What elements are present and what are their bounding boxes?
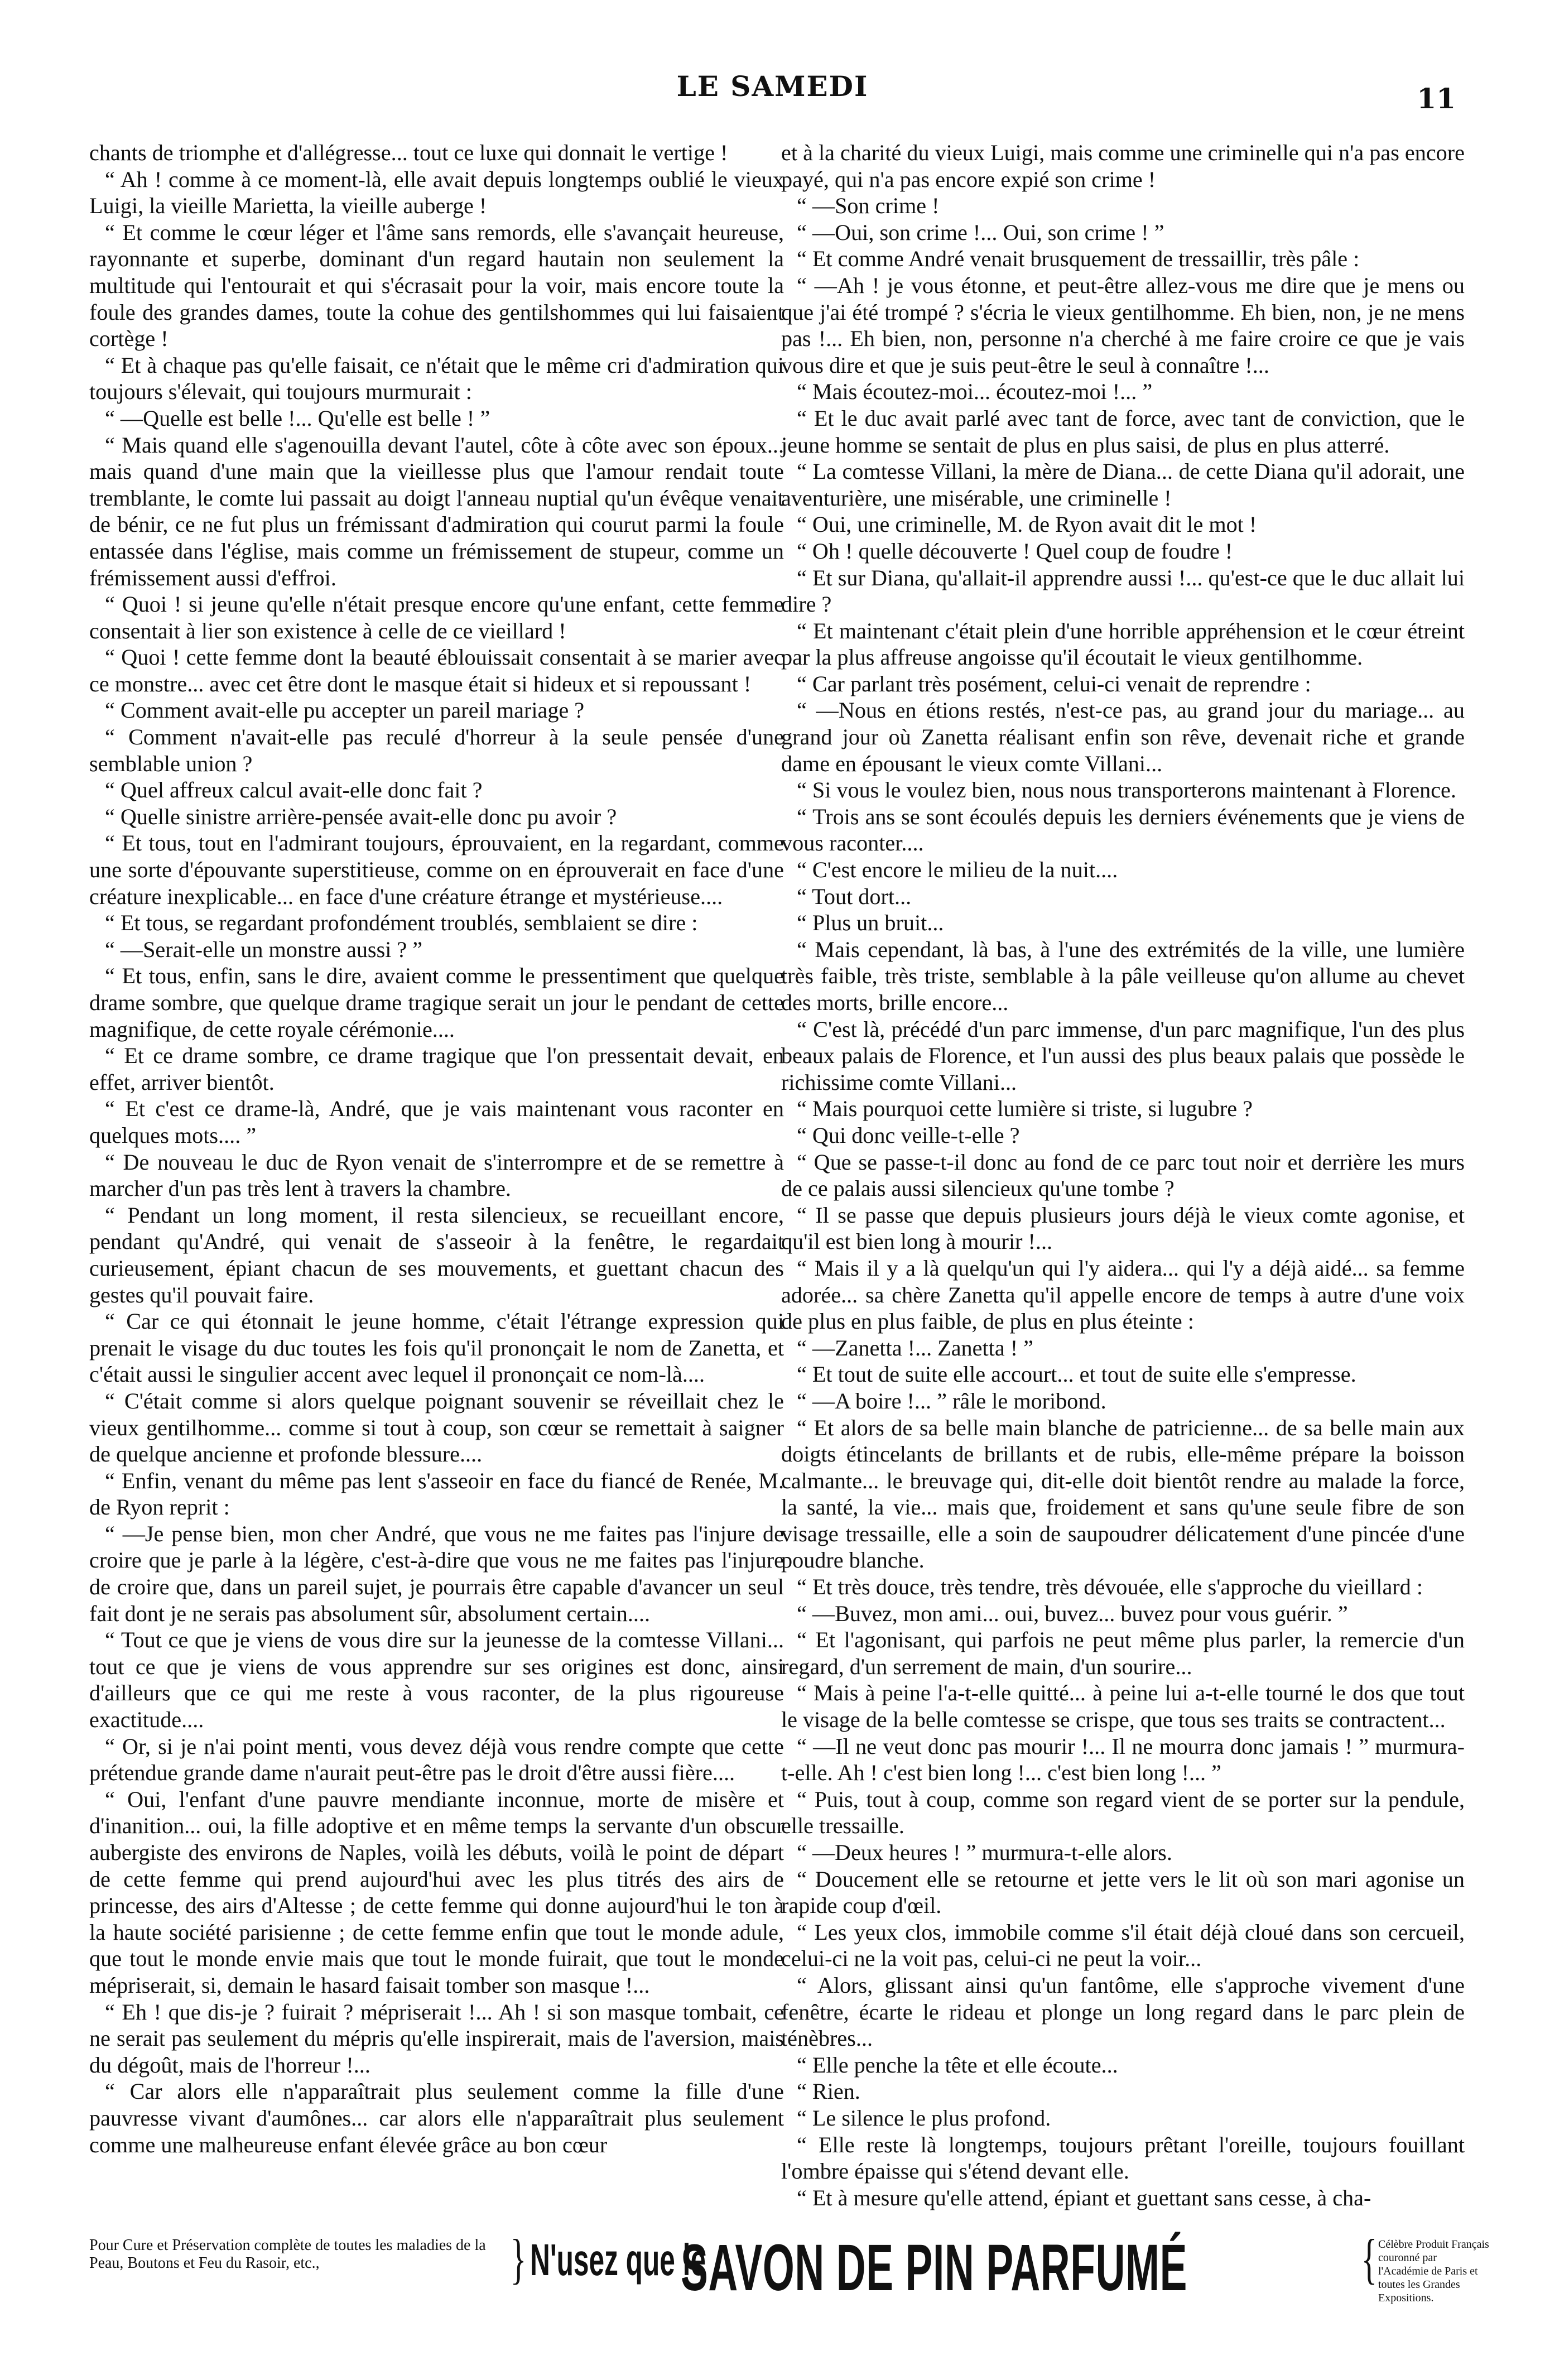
paragraph: “ Alors, glissant ainsi qu'un fantôme, elle s'approche vivement d'une fenêtre, écarte le rideau et plonge un long regard dans le parc plein de ténèbres... xyxy=(781,1972,1465,2051)
paragraph: “ Tout dort... xyxy=(797,883,912,909)
paragraph: “ La comtesse Villani, la mère de Diana... de cette Diana qu'il adorait, une aventurière, une misérable, une criminelle ! xyxy=(781,459,1465,511)
paragraph: “ —Ah ! je vous étonne, et peut-être allez-vous me dire que je mens ou que j'ai été trompé ? s'écria le vieux gentilhomme. Eh bien, non, je ne mens pas !... Eh bien, non, personne n'a cherché à me faire croire ce que je vais vous dire et que je suis peut-être le seul à connaître !... xyxy=(781,272,1465,378)
paragraph: “ —Deux heures ! ” murmura-t-elle alors. xyxy=(797,1840,1172,1865)
paragraph: “ Car ce qui étonnait le jeune homme, c'était l'étrange expression qui prenait le visage du duc toutes les fois qu'il prononçait le nom de Zanetta, et c'était aussi le singulier accent avec lequel il prononçait ce nom-là.... xyxy=(89,1309,784,1387)
paragraph: “ Mais à peine l'a-t-elle quitté... à peine lui a-t-elle tourné le dos que tout le visage de la belle comtesse se crispe, que tous ses traits se contractent... xyxy=(781,1680,1465,1733)
paragraph: “ —Il ne veut donc pas mourir !... Il ne mourra donc jamais ! ” murmura-t-elle. Ah ! c'est bien long !... c'est bien long !... ” xyxy=(781,1733,1465,1786)
paragraph: “ Or, si je n'ai point menti, vous devez déjà vous rendre compte que cette prétendue grande dame n'aurait peut-être pas le droit d'être aussi fière.... xyxy=(89,1733,784,1786)
paragraph: et à la charité du vieux Luigi, mais comme une criminelle qui n'a pas encore payé, qui n'a pas encore expié son crime ! xyxy=(781,140,1465,192)
ad-right-text: Célèbre Produit Français couronné par l'Académie de Paris et toutes les Grandes Expositions. xyxy=(1378,2238,1489,2304)
paragraph: “ Et à chaque pas qu'elle faisait, ce n'était que le même cri d'admiration qui toujours s'élevait, qui toujours murmurait : xyxy=(89,352,784,405)
paragraph: “ Mais cependant, là bas, à l'une des extrémités de la ville, une lumière très faible, très triste, semblable à la pâle veilleuse qu'on allume au chevet des morts, brille encore... xyxy=(781,936,1465,1015)
paragraph: “ Quoi ! cette femme dont la beauté éblouissait consentait à se marier avec ce monstre... avec cet être dont le masque était si hideux et si repoussant ! xyxy=(89,645,784,696)
ad-brand-name: SAVON DE PIN PARFUMÉ xyxy=(681,2231,1188,2305)
paragraph: “ Enfin, venant du même pas lent s'asseoir en face du fiancé de Renée, M. de Ryon reprit : xyxy=(89,1468,784,1520)
paragraph: “ Et sur Diana, qu'allait-il apprendre aussi !... qu'est-ce que le duc allait lui dire ? xyxy=(781,565,1465,617)
left-text-column xyxy=(89,140,784,2157)
paragraph: “ Et le duc avait parlé avec tant de force, avec tant de conviction, que le jeune homme se sentait de plus en plus saisi, de plus en plus atterré. xyxy=(781,405,1465,458)
paragraph: “ Eh ! que dis-je ? fuirait ? mépriserait !... Ah ! si son masque tombait, ce ne serait pas seulement du mépris qu'elle inspirerait, mais de l'aversion, mais du dégoût, mais de l'horreur !... xyxy=(89,1999,784,2078)
paragraph: “ Car alors elle n'apparaîtrait plus seulement comme la fille d'une pauvresse vivant d'aumônes... car alors elle n'apparaîtrait plus seulement comme une malheureuse enfant élevée grâce au bon cœur xyxy=(89,2079,784,2157)
paragraph: “ De nouveau le duc de Ryon venait de s'interrompre et de se remettre à marcher d'un pas très lent à travers la chambre. xyxy=(89,1149,784,1201)
paragraph: “ Et comme André venait brusquement de tressaillir, très pâle : xyxy=(797,246,1360,272)
paragraph: “ Tout ce que je viens de vous dire sur la jeunesse de la comtesse Villani... tout ce que je viens de vous apprendre sur ses origines est donc, ainsi d'ailleurs que ce qui me reste à vous raconter, de la plus rigoureuse exactitude.... xyxy=(89,1627,784,1733)
paragraph: “ Si vous le voulez bien, nous nous transporterons maintenant à Florence. xyxy=(797,777,1456,803)
paragraph: “ —Buvez, mon ami... oui, buvez... buvez pour vous guérir. ” xyxy=(797,1600,1348,1626)
paragraph: “ Oh ! quelle découverte ! Quel coup de foudre ! xyxy=(797,538,1233,564)
paragraph: “ Car parlant très posément, celui-ci venait de reprendre : xyxy=(797,671,1311,696)
paragraph: “ —Quelle est belle !... Qu'elle est belle ! ” xyxy=(105,405,490,431)
paragraph: “ Comment avait-elle pu accepter un pareil mariage ? xyxy=(105,698,585,723)
paragraph: “ Et tous, enfin, sans le dire, avaient comme le pressentiment que quelque drame sombre, que quelque drame tragique serait un jour le pendant de cette magnifique, de cette royale cérémonie.... xyxy=(89,963,784,1042)
paragraph: “ —Son crime ! xyxy=(797,193,940,219)
paragraph: “ Quelle sinistre arrière-pensée avait-elle donc pu avoir ? xyxy=(105,804,617,829)
paragraph: “ Qui donc veille-t-elle ? xyxy=(797,1122,1020,1148)
paragraph: “ —Serait-elle un monstre aussi ? ” xyxy=(105,936,423,962)
page-number: 11 xyxy=(1417,82,1456,115)
ad-prefix: N'usez que le xyxy=(530,2235,706,2285)
ad-headline xyxy=(530,2231,1350,2305)
paragraph: “ C'était comme si alors quelque poignant souvenir se réveillait chez le vieux gentilhomme... comme si tout à coup, son cœur se remettait à saigner de quelque ancienne et profonde blessure.... xyxy=(89,1388,784,1467)
paragraph: “ Mais pourquoi cette lumière si triste, si lugubre ? xyxy=(797,1096,1253,1122)
paragraph: “ Il se passe que depuis plusieurs jours déjà le vieux comte agonise, et qu'il est bien long à mourir !... xyxy=(781,1202,1465,1254)
paragraph: “ Pendant un long moment, il resta silencieux, se recueillant encore, pendant qu'André, qui venait de s'asseoir à la fenêtre, le regardait curieusement, épiant chacun de ses mouvements, et guettant chacun des gestes qu'il pouvait faire. xyxy=(89,1202,784,1307)
paragraph: “ Rien. xyxy=(797,2079,860,2104)
paragraph: “ Et comme le cœur léger et l'âme sans remords, elle s'avançait heureuse, rayonnante et superbe, dominant d'un regard hautain non seulement la multitude qui l'entourait et qui s'écrasait pour la voir, mais encore toute la foule des grandes dames, toute la cohue des gentilshommes qui lui faisaient cortège ! xyxy=(89,219,784,352)
paragraph: “ Et très douce, très tendre, très dévouée, elle s'approche du vieillard : xyxy=(797,1574,1423,1600)
paragraph: “ Oui, une criminelle, M. de Ryon avait dit le mot ! xyxy=(797,512,1257,537)
paragraph: “ Et maintenant c'était plein d'une horrible appréhension et le cœur étreint par la plus affreuse angoisse qu'il écoutait le vieux gentilhomme. xyxy=(781,618,1465,670)
paragraph: “ Elle penche la tête et elle écoute... xyxy=(797,2052,1118,2078)
paragraph: “ Quoi ! si jeune qu'elle n'était presque encore qu'une enfant, cette femme consentait à lier son existence à celle de ce vieillard ! xyxy=(89,592,784,643)
paragraph: “ Et tout de suite elle accourt... et tout de suite elle s'empresse. xyxy=(797,1362,1356,1387)
paragraph: “ Mais quand elle s'agenouilla devant l'autel, côte à côte avec son époux... mais quand d'une main que la vieillesse plus que l'amour rendait toute tremblante, le comte lui passait au doigt l'anneau nuptial qu'un évêque venait de bénir, ce ne fut plus un frémissant d'admiration qui courut parmi la foule entassée dans l'église, mais comme un frémissement de stupeur, comme un frémissement aussi d'effroi. xyxy=(89,432,784,590)
page-header xyxy=(84,59,1461,120)
soap-advertisement xyxy=(89,2227,1489,2316)
paragraph: “ C'est encore le milieu de la nuit.... xyxy=(797,857,1118,883)
paragraph: “ Elle reste là longtemps, toujours prêtant l'oreille, toujours fouillant l'ombre épaisse qui s'étend devant elle. xyxy=(781,2132,1465,2184)
paragraph: “ Et ce drame sombre, ce drame tragique que l'on pressentait devait, en effet, arriver bientôt. xyxy=(89,1043,784,1095)
paragraph: “ Et c'est ce drame-là, André, que je vais maintenant vous raconter en quelques mots.... ” xyxy=(89,1096,784,1148)
paragraph: chants de triomphe et d'allégresse... tout ce luxe qui donnait le vertige ! xyxy=(89,140,728,165)
paragraph: “ Ah ! comme à ce moment-là, elle avait depuis longtemps oublié le vieux Luigi, la vieille Marietta, la vieille auberge ! xyxy=(89,166,784,219)
paragraph: “ Et l'agonisant, qui parfois ne peut même plus parler, la remercie d'un regard, d'un serrement de main, d'un sourire... xyxy=(781,1627,1465,1679)
paragraph: “ Comment n'avait-elle pas reculé d'horreur à la seule pensée d'une semblable union ? xyxy=(89,724,784,776)
ad-brace-left: } xyxy=(510,2228,527,2290)
ad-brace-right: { xyxy=(1361,2228,1378,2290)
paragraph: “ Quel affreux calcul avait-elle donc fait ? xyxy=(105,777,483,803)
right-text-column xyxy=(781,140,1465,2210)
paragraph: “ —Nous en étions restés, n'est-ce pas, au grand jour du mariage... au grand jour où Zanetta réalisant enfin son rêve, devenait riche et grande dame en épousant le vieux comte Villani... xyxy=(781,698,1465,776)
paragraph: “ Et à mesure qu'elle attend, épiant et guettant sans cesse, à cha- xyxy=(797,2185,1371,2210)
paragraph: “ Trois ans se sont écoulés depuis les derniers événements que je viens de vous raconter.... xyxy=(781,804,1465,856)
ad-left-text: Pour Cure et Préservation complète de toutes les maladies de la Peau, Boutons et Feu du Rasoir, etc., xyxy=(89,2237,486,2272)
paragraph: “ Et tous, tout en l'admirant toujours, éprouvaient, en la regardant, comme une sorte d'épouvante superstitieuse, comme on en éprouverait en face d'une créature inexplicable... en face d'une créature étrange et mystérieuse.... xyxy=(89,830,784,909)
paragraph: “ Et tous, se regardant profondément troublés, semblaient se dire : xyxy=(105,910,698,936)
paragraph: “ Plus un bruit... xyxy=(797,910,944,936)
paragraph: “ Puis, tout à coup, comme son regard vient de se porter sur la pendule, elle tressaille. xyxy=(781,1786,1465,1839)
paragraph: “ Les yeux clos, immobile comme s'il était déjà cloué dans son cercueil, celui-ci ne la voit pas, celui-ci ne peut la voir... xyxy=(781,1919,1465,1972)
paragraph: “ Mais il y a là quelqu'un qui l'y aidera... qui l'y a déjà aidé... sa femme adorée... sa chère Zanetta qu'il appelle encore de temps à autre d'une voix de plus en plus faible, de plus en plus éteinte : xyxy=(781,1255,1465,1334)
paragraph: “ Que se passe-t-il donc au fond de ce parc tout noir et derrière les murs de ce palais aussi silencieux qu'une tombe ? xyxy=(781,1149,1465,1201)
paragraph: “ C'est là, précédé d'un parc immense, d'un parc magnifique, l'un des plus beaux palais de Florence, et l'un aussi des plus beaux palais que possède le richissime comte Villani... xyxy=(781,1016,1465,1095)
paragraph: “ Et alors de sa belle main blanche de patricienne... de sa belle main aux doigts étincelants de brillants et de rubis, elle-même prépare la boisson calmante... le breuvage qui, dit-elle doit bientôt rendre au malade la force, la santé, la vie... mais que, froidement et sans qu'une seule fibre de son visage tressaille, elle a soin de saupoudrer délicatement d'une pincée d'une poudre blanche. xyxy=(781,1415,1465,1573)
paragraph: “ Oui, l'enfant d'une pauvre mendiante inconnue, morte de misère et d'inanition... oui, la fille adoptive et en même temps la servante d'un obscur aubergiste des environs de Naples, voilà les débuts, voilà le point de départ de cette femme qui prend aujourd'hui avec les plus titrés des airs de princesse, des airs d'Altesse ; de cette femme qui donne aujourd'hui le ton à la haute société parisienne ; de cette femme enfin que tout le monde adule, que tout le monde envie mais que tout le monde fuirait, que tout le monde mépriserait, si, demain le hasard faisait tomber son masque !... xyxy=(89,1786,784,1998)
paragraph: “ —Oui, son crime !... Oui, son crime ! ” xyxy=(797,219,1164,245)
paragraph: “ Doucement elle se retourne et jette vers le lit où son mari agonise un rapide coup d'œil. xyxy=(781,1866,1465,1919)
paragraph: “ —Je pense bien, mon cher André, que vous ne me faites pas l'injure de croire que je parle à la légère, c'est-à-dire que vous ne me faites pas l'injure de croire que, dans un pareil sujet, je pourrais être capable d'avancer un seul fait dont je ne serais pas absolument sûr, absolument certain.... xyxy=(89,1521,784,1626)
paragraph: “ Le silence le plus profond. xyxy=(797,2105,1051,2131)
paragraph: “ —A boire !... ” râle le moribond. xyxy=(797,1388,1106,1413)
paragraph: “ —Zanetta !... Zanetta ! ” xyxy=(797,1335,1033,1360)
publication-title: LE SAMEDI xyxy=(676,70,869,103)
paragraph: “ Mais écoutez-moi... écoutez-moi !... ” xyxy=(797,379,1153,405)
